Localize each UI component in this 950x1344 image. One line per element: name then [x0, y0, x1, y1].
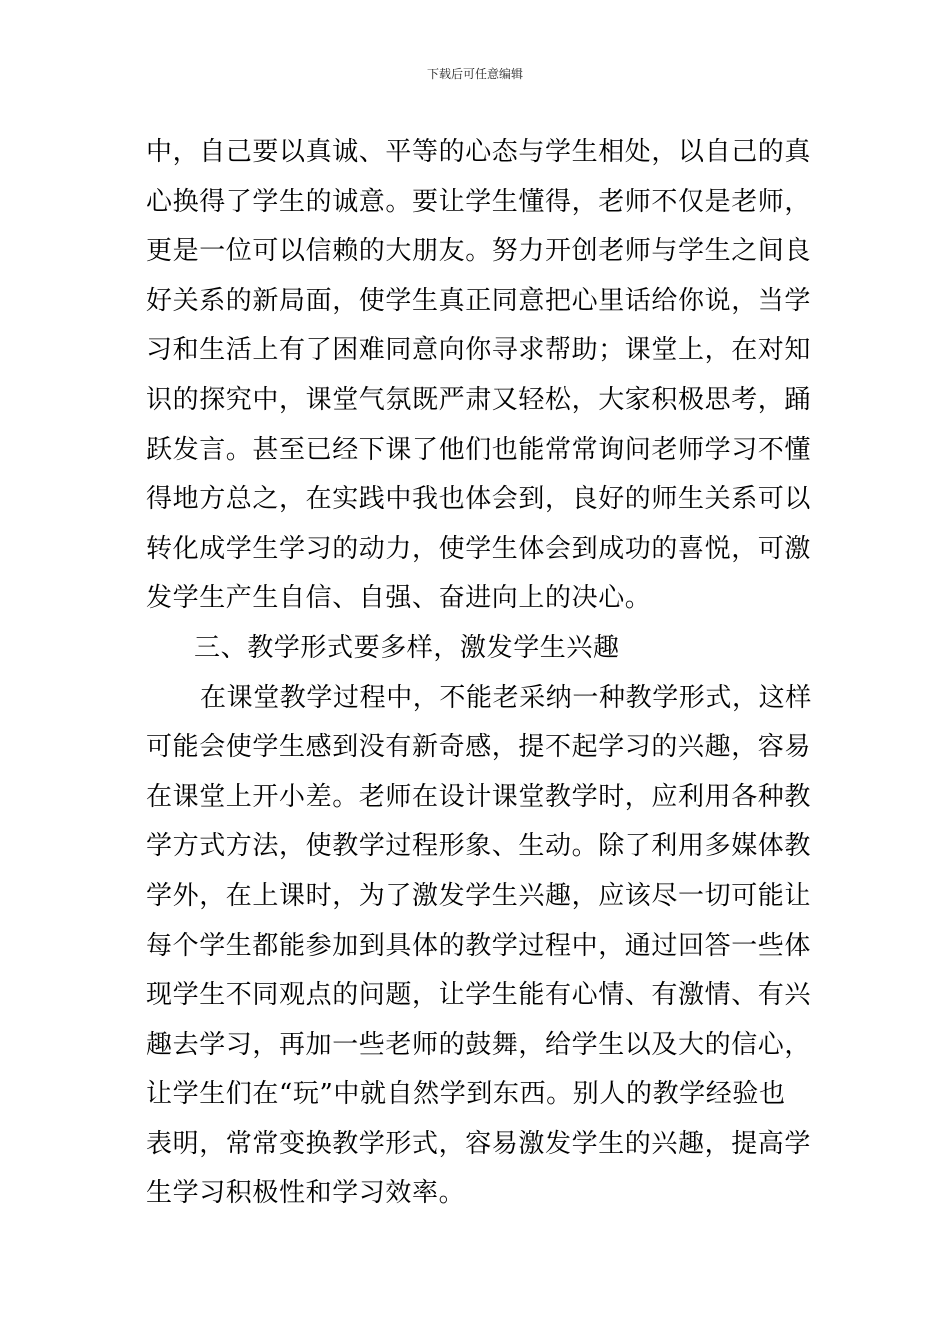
text-line: 识的探究中，课堂气氛既严肃又轻松，大家积极思考，踊	[146, 384, 812, 415]
text-line: 学外，在上课时，为了激发学生兴趣，应该尽一切可能让	[146, 880, 812, 911]
text-line: 每个学生都能参加到具体的教学过程中，通过回答一些体	[146, 930, 812, 961]
page-header: 下载后可任意编辑	[426, 67, 523, 81]
paragraph-2	[146, 674, 812, 1220]
text-line: 中，自己要以真诚、平等的心态与学生相处，以自己的真	[146, 137, 812, 167]
body-text	[146, 128, 812, 1219]
text-line: 生学习积极性和学习效率。	[146, 1178, 466, 1209]
text-line: 跃发言。甚至已经下课了他们也能常常询问老师学习不懂	[146, 434, 812, 465]
text-line: 现学生不同观点的问题，让学生能有心情、有激情、有兴	[146, 980, 812, 1011]
text-line: 让学生们在“玩”中就自然学到东西。别人的教学经验也	[146, 1079, 786, 1110]
text-line: 习和生活上有了困难同意向你寻求帮助；课堂上，在对知	[146, 335, 812, 366]
text-line: 得地方总之，在实践中我也体会到，良好的师生关系可以	[146, 484, 812, 515]
text-line: 在课堂上开小差。老师在设计课堂教学时，应利用各种教	[146, 781, 812, 812]
text-line: 在课堂教学过程中，不能老采纳一种教学形式，这样	[200, 682, 812, 713]
text-line: 转化成学生学习的动力，使学生体会到成功的喜悦，可激	[146, 533, 812, 564]
text-line: 心换得了学生的诚意。要让学生懂得，老师不仅是老师，	[146, 186, 812, 217]
section-heading: 三、教学形式要多样，激发学生兴趣	[194, 632, 620, 663]
text-line: 好关系的新局面，使学生真正同意把心里话给你说，当学	[146, 285, 812, 316]
text-line: 学方式方法，使教学过程形象、生动。除了利用多媒体教	[146, 831, 812, 862]
text-line: 更是一位可以信赖的大朋友。努力开创老师与学生之间良	[146, 236, 812, 267]
text-line: 表明，常常变换教学形式，容易激发学生的兴趣，提高学	[146, 1128, 812, 1159]
text-line: 趣去学习，再加一些老师的鼓舞，给学生以及大的信心，	[146, 1029, 812, 1060]
text-line: 发学生产生自信、自强、奋进向上的决心。	[146, 583, 652, 614]
text-line: 可能会使学生感到没有新奇感，提不起学习的兴趣，容易	[146, 732, 812, 763]
paragraph-1	[146, 128, 812, 624]
